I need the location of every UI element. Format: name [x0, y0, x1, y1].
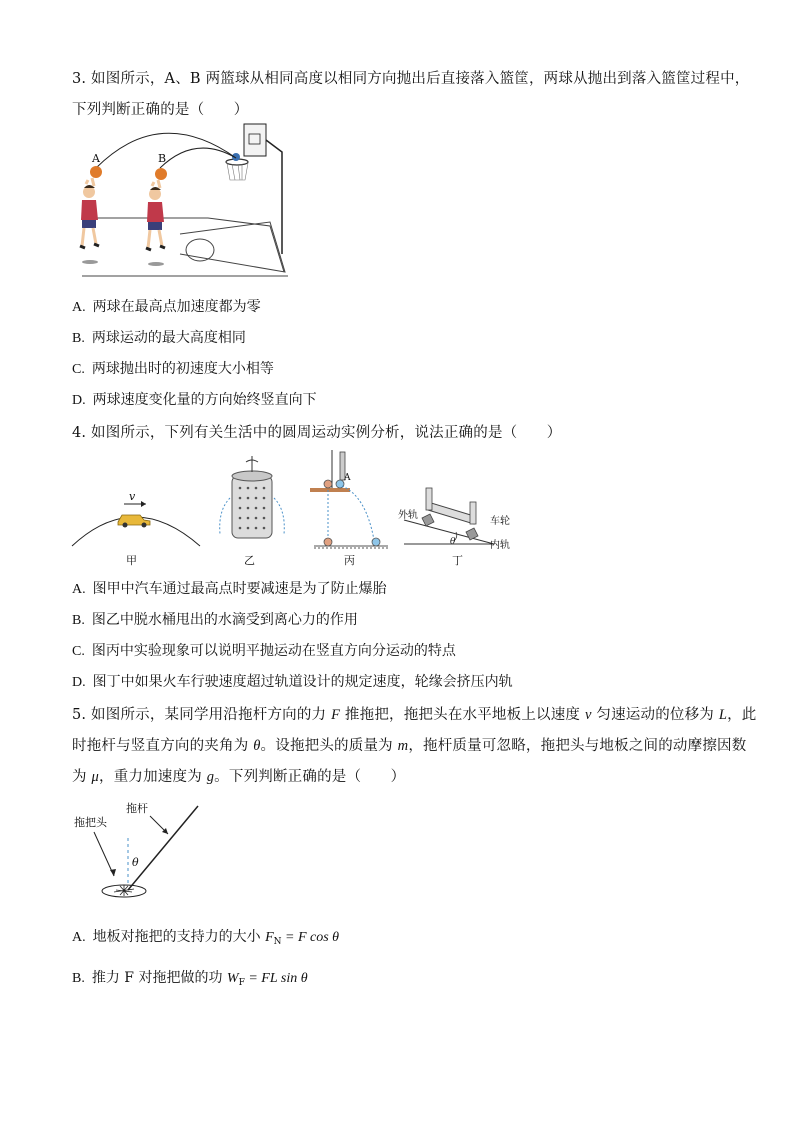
- var-f: F: [331, 707, 341, 723]
- option-text: 图丁中如果火车行驶速度超过轨道设计的规定速度，轮缘会挤压内轨: [92, 674, 513, 690]
- panel-label-ding: 丁: [452, 554, 463, 567]
- formula-rest: = FL sin θ: [244, 971, 308, 986]
- panel-label-yi: 乙: [244, 554, 255, 567]
- q5-stem-line2: [72, 734, 746, 755]
- outer-rail-label: 外轨: [398, 510, 418, 521]
- q3-basketball-figure: [70, 122, 295, 270]
- option-text: 图乙中脱水桶甩出的水滴受到离心力的作用: [91, 612, 358, 628]
- text: 5. 如图所示，某同学用沿拖杆方向的力: [72, 707, 332, 723]
- rod-label: 拖杆: [126, 802, 148, 815]
- option-text: 图丙中实验现象可以说明平抛运动在竖直方向分运动的特点: [91, 643, 456, 659]
- q3-option-c[interactable]: [72, 358, 274, 378]
- text: ，此: [727, 707, 757, 723]
- mop-rod: [128, 806, 198, 890]
- text: 为: [72, 769, 92, 785]
- panel-label-jia: 甲: [126, 554, 137, 567]
- formula-rest: = F cos θ: [281, 930, 340, 945]
- wheel-label: 车轮: [490, 516, 510, 527]
- q5-option-a[interactable]: [72, 926, 339, 947]
- q3-option-d[interactable]: [72, 389, 317, 409]
- formula-var: F: [265, 930, 274, 945]
- ball-a-label: A: [344, 473, 351, 483]
- angle-theta: θ: [132, 856, 139, 869]
- q4-option-b[interactable]: [72, 609, 358, 629]
- q4-stem: 4. 如图所示，下列有关生活中的圆周运动实例分析，说法正确的是（ ）: [72, 425, 562, 441]
- panel-ding: [398, 488, 510, 567]
- q5-option-b[interactable]: [72, 967, 308, 988]
- q5-mop-figure: [70, 798, 210, 900]
- option-label: C.: [72, 362, 85, 377]
- option-label: A.: [72, 582, 86, 597]
- text: 匀速运动的位移为: [591, 707, 719, 723]
- var-theta: θ: [253, 738, 261, 754]
- option-label: B.: [72, 613, 85, 628]
- option-text: 两球速度变化量的方向始终竖直向下: [92, 392, 317, 408]
- label-a: A: [92, 152, 100, 165]
- option-label: D.: [72, 393, 86, 408]
- option-text: 推力 F 对拖把做的功: [91, 970, 227, 986]
- option-text: 地板对拖把的支持力的大小: [92, 929, 266, 945]
- label-b: B: [158, 152, 167, 165]
- option-text: 两球在最高点加速度都为零: [92, 299, 261, 315]
- var-l: L: [718, 707, 728, 723]
- inner-rail-label: 内轨: [490, 540, 510, 551]
- q5-stem-line3: [72, 765, 405, 786]
- formula-var: W: [226, 971, 239, 986]
- var-m: m: [397, 738, 409, 754]
- dryer-drum: [232, 476, 272, 538]
- var-g: g: [206, 769, 215, 785]
- q4-option-a[interactable]: [72, 578, 387, 598]
- ball-at-hoop: [232, 153, 240, 161]
- var-v: v: [584, 707, 592, 723]
- player-a: [80, 166, 102, 264]
- option-label: B.: [72, 331, 85, 346]
- option-label: C.: [72, 644, 85, 659]
- q4-option-c[interactable]: [72, 640, 456, 660]
- player-b: [146, 168, 167, 266]
- option-label: A.: [72, 930, 86, 945]
- panel-jia: [72, 490, 200, 567]
- panel-bing: [310, 450, 388, 567]
- q5-stem-line1: [72, 703, 756, 724]
- option-text: 两球抛出时的初速度大小相等: [91, 361, 274, 377]
- option-text: 两球运动的最大高度相同: [91, 330, 246, 346]
- text: 推拖把，拖把头在水平地板上以速度: [340, 707, 585, 723]
- panel-label-bing: 丙: [344, 554, 355, 567]
- q4-circular-motion-figure: [70, 448, 530, 570]
- text: 。设拖把头的质量为: [260, 738, 398, 754]
- formula-sub: F: [238, 978, 245, 988]
- angle-theta: θ: [450, 537, 456, 547]
- q3-option-a[interactable]: [72, 296, 261, 316]
- option-label: B.: [72, 971, 85, 986]
- head-label: 拖把头: [74, 816, 107, 829]
- text: 时拖杆与竖直方向的夹角为: [72, 738, 254, 754]
- text: ，重力加速度为: [99, 769, 207, 785]
- q3-option-b[interactable]: [72, 327, 246, 347]
- backboard: [244, 124, 266, 156]
- formula-sub: N: [273, 937, 282, 947]
- option-label: D.: [72, 675, 86, 690]
- text: ，拖杆质量可忽略，拖把头与地板之间的动摩擦因数: [408, 738, 747, 754]
- option-text: 图甲中汽车通过最高点时要减速是为了防止爆胎: [92, 581, 387, 597]
- option-label: A.: [72, 300, 86, 315]
- panel-yi: [220, 456, 285, 567]
- velocity-label: v: [129, 490, 136, 503]
- q4-option-d[interactable]: [72, 671, 513, 691]
- q3-stem-line2: 下列判断正确的是（ ）: [72, 102, 249, 118]
- var-mu: μ: [91, 769, 99, 785]
- text: 。下列判断正确的是（ ）: [214, 769, 406, 785]
- q3-stem-line1: 3. 如图所示，A、B 两篮球从相同高度以相同方向抛出后直接落入篮筐，两球从抛出到落入篮筐过程中，: [72, 71, 750, 87]
